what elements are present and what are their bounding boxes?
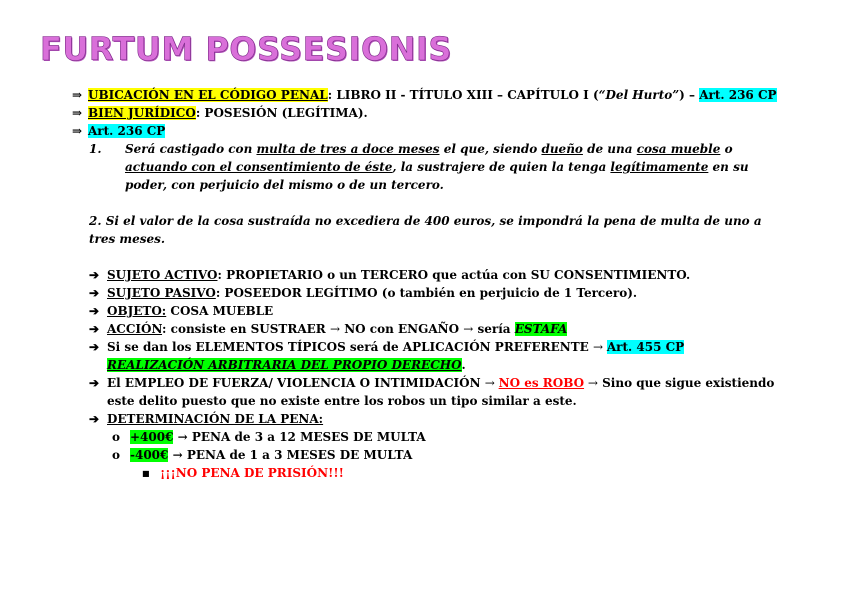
sujeto-pasivo-text: : POSEEDOR LEGÍTIMO (o también en perjuicio de 1 Tercero).	[215, 286, 638, 300]
bullet-bien-juridico	[72, 104, 782, 122]
bullet-article	[72, 122, 782, 140]
details-list	[89, 266, 782, 428]
determinacion-label: DETERMINACIÓN DE LA PENA:	[107, 412, 324, 426]
no-prision-text: ¡¡¡NO PENA DE PRISIÓN!!!	[160, 466, 344, 480]
empleo-text: El EMPLEO DE FUERZA/ VIOLENCIA O INTIMIDACIÓN	[107, 376, 485, 390]
detail-elementos	[89, 338, 782, 374]
article-paragraph-2: 2. Si el valor de la cosa sustraída no excediera de 400 euros, se impondrá la pena de multa de uno a tres meses.	[89, 214, 762, 246]
no-es-robo: NO es ROBO	[498, 376, 585, 390]
estafa-highlight: ESTAFA	[514, 322, 568, 336]
objeto-text: COSA MUEBLE	[166, 304, 274, 318]
ubicacion-text: LIBRO II - TÍTULO XIII – CAPÍTULO I (	[332, 88, 599, 102]
paragraph-number: 1.	[89, 142, 102, 156]
empleo-text: Sino que sigue existiendo este delito puesto que no existe entre los robos un tipo similar a este.	[107, 376, 775, 408]
accion-text: NO con ENGAÑO	[340, 322, 464, 336]
pena-item-1	[112, 428, 782, 446]
arrow-right-icon: ➔	[89, 286, 100, 300]
detail-determinacion	[89, 410, 782, 428]
bien-juridico-label: BIEN JURÍDICO	[88, 106, 196, 120]
p1-text: , la sustrajere de quien la tenga	[392, 160, 611, 174]
p1-consentimiento: actuando con el consentimiento de éste	[125, 160, 393, 174]
arrow-right-icon: ➔	[89, 412, 100, 426]
arrow-right-icon: ➔	[89, 268, 100, 282]
p1-cosa-mueble: cosa mueble	[636, 142, 721, 156]
arrow-right-icon: ➔	[89, 304, 100, 318]
p1-dueno: dueño	[541, 142, 583, 156]
no-prision-item	[142, 464, 782, 482]
p1-text: o	[720, 142, 733, 156]
detail-empleo	[89, 374, 782, 410]
pena2-text: PENA de 1 a 3 MESES DE MULTA	[182, 448, 413, 462]
pena1-text: PENA de 3 a 12 MESES DE MULTA	[187, 430, 426, 444]
realizacion-highlight: REALIZACIÓN ARBITRARIA DEL PROPIO DERECHO	[107, 358, 462, 372]
pena1-amount: +400€	[130, 430, 174, 444]
ubicacion-label: UBICACIÓN EN EL CÓDIGO PENAL	[88, 88, 328, 102]
ubicacion-sep: :	[327, 88, 333, 102]
sujeto-activo-text: : PROPIETARIO o un TERCERO que actúa con SU CONSENTIMIENTO.	[217, 268, 691, 282]
thin-arrow-icon: →	[172, 448, 183, 462]
thin-arrow-icon: →	[463, 322, 474, 336]
detail-sujeto-activo	[89, 266, 782, 284]
thin-arrow-icon: →	[329, 322, 341, 336]
detail-accion	[89, 320, 782, 338]
sujeto-activo-label: SUJETO ACTIVO	[107, 268, 218, 282]
arrow-right-icon: ➔	[89, 340, 100, 354]
p1-legitimamente: legítimamente	[610, 160, 709, 174]
ubicacion-close: ) –	[679, 88, 700, 102]
accion-label: ACCIÓN	[107, 322, 163, 336]
bullet-ubicacion	[72, 86, 782, 104]
document-content	[72, 86, 782, 482]
thin-arrow-icon: →	[484, 376, 495, 390]
double-arrow-icon: ⇒	[72, 106, 83, 120]
p1-multa: multa de tres a doce meses	[256, 142, 440, 156]
circle-bullet-icon: o	[112, 430, 121, 444]
article-ref-badge: Art. 236 CP	[88, 124, 166, 138]
p1-text: el que, siendo	[439, 142, 542, 156]
accion-text: : consiste en SUSTRAER	[162, 322, 330, 336]
objeto-label: OBJETO:	[107, 304, 167, 318]
sujeto-pasivo-label: SUJETO PASIVO	[107, 286, 216, 300]
thin-arrow-icon: →	[177, 430, 188, 444]
elementos-end: .	[461, 358, 466, 372]
circle-bullet-icon: o	[112, 448, 121, 462]
double-arrow-icon: ⇒	[72, 124, 83, 138]
pena2-amount: -400€	[130, 448, 169, 462]
del-hurto-quote: “Del Hurto”	[598, 88, 680, 102]
article-ref-badge: Art. 455 CP	[606, 340, 685, 354]
square-bullet-icon: ■	[142, 468, 150, 478]
thin-arrow-icon: →	[592, 340, 604, 354]
arrow-right-icon: ➔	[89, 376, 100, 390]
bien-juridico-text: : POSESIÓN (LEGÍTIMA).	[195, 106, 368, 120]
article-ref-badge: Art. 236 CP	[699, 88, 777, 102]
detail-sujeto-pasivo	[89, 284, 782, 302]
p1-text: Será castigado con	[125, 142, 257, 156]
page-title: FURTUM POSSESIONIS	[40, 30, 452, 68]
thin-arrow-icon: →	[587, 376, 598, 390]
p1-text: en su poder, con perjuicio del mismo o de un tercero.	[125, 160, 749, 192]
arrow-right-icon: ➔	[89, 322, 100, 336]
double-arrow-icon: ⇒	[72, 88, 83, 102]
article-paragraph-1	[89, 140, 782, 194]
elementos-text: Si se dan los ELEMENTOS TÍPICOS será de APLICACIÓN PREFERENTE	[107, 340, 593, 354]
detail-objeto	[89, 302, 782, 320]
accion-text: sería	[473, 322, 515, 336]
p1-text: de una	[582, 142, 637, 156]
pena-item-2	[112, 446, 782, 464]
